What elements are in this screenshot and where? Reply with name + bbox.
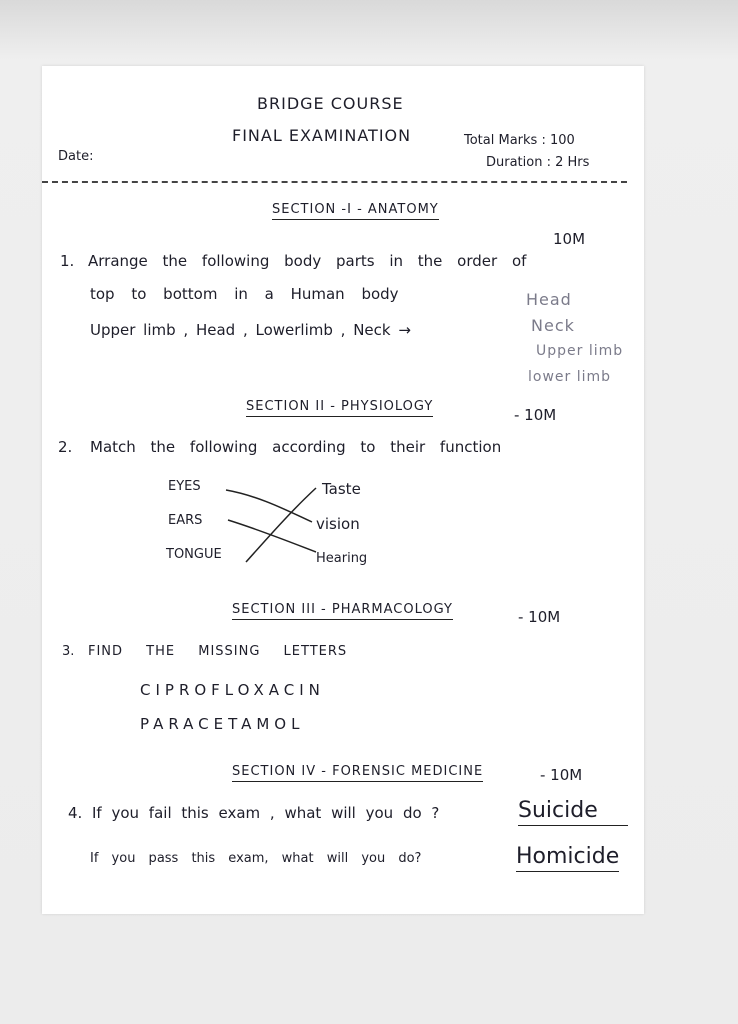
q1-line2: top to bottom in a Human body [90,285,399,303]
duration: Duration : 2 Hrs [486,155,590,170]
match-right-hearing: Hearing [316,551,368,566]
q4-number: 4. [68,804,83,822]
section2-marks: - 10M [514,406,557,424]
q4-answer2: Homicide [516,846,619,872]
q1-line3: Upper limb , Head , Lowerlimb , Neck → [90,321,411,339]
match-left-eyes: EYES [168,479,201,494]
section4-marks: - 10M [540,766,583,784]
q4-question1: If you fail this exam , what will you do ? [92,804,440,822]
missing-letters-word1: CIPROFLOXACIN [140,681,325,699]
line-ears-hearing [228,520,316,552]
answer-neck: Neck [531,316,575,335]
matching-lines [220,482,330,572]
date-label: Date: [58,149,94,164]
line-tongue-taste [246,488,316,562]
q1-number: 1. [60,252,75,270]
section1-title: SECTION -I - ANATOMY [272,203,439,220]
match-left-tongue: TONGUE [166,547,222,562]
match-left-ears: EARS [168,513,203,528]
answer-head: Head [526,290,572,309]
answer-upper-limb: Upper limb [536,343,624,359]
exam-title: FINAL EXAMINATION [232,126,412,145]
section4-title: SECTION IV - FORENSIC MEDICINE [232,765,483,782]
header-divider [42,181,627,183]
total-marks: Total Marks : 100 [464,133,575,148]
q3-question: FIND THE MISSING LETTERS [88,644,348,659]
line-eyes-vision [226,490,312,522]
q2-number: 2. [58,438,73,456]
section3-title: SECTION III - PHARMACOLOGY [232,603,453,620]
answer-lower-limb: lower limb [528,369,612,385]
q4-question2: If you pass this exam, what will you do? [90,851,422,866]
section1-marks: 10M [553,230,586,248]
match-right-taste: Taste [322,480,361,498]
missing-letters-word2: PARACETAMOL [140,715,305,733]
course-title: BRIDGE COURSE [257,94,404,113]
q1-line1: Arrange the following body parts in the order of [88,252,527,270]
section3-marks: - 10M [518,608,561,626]
match-right-vision: vision [316,515,360,533]
q2-question: Match the following according to their function [90,438,502,456]
q4-answer1: Suicide [518,800,628,826]
q3-number: 3. [62,644,75,659]
section2-title: SECTION II - PHYSIOLOGY [246,400,433,417]
